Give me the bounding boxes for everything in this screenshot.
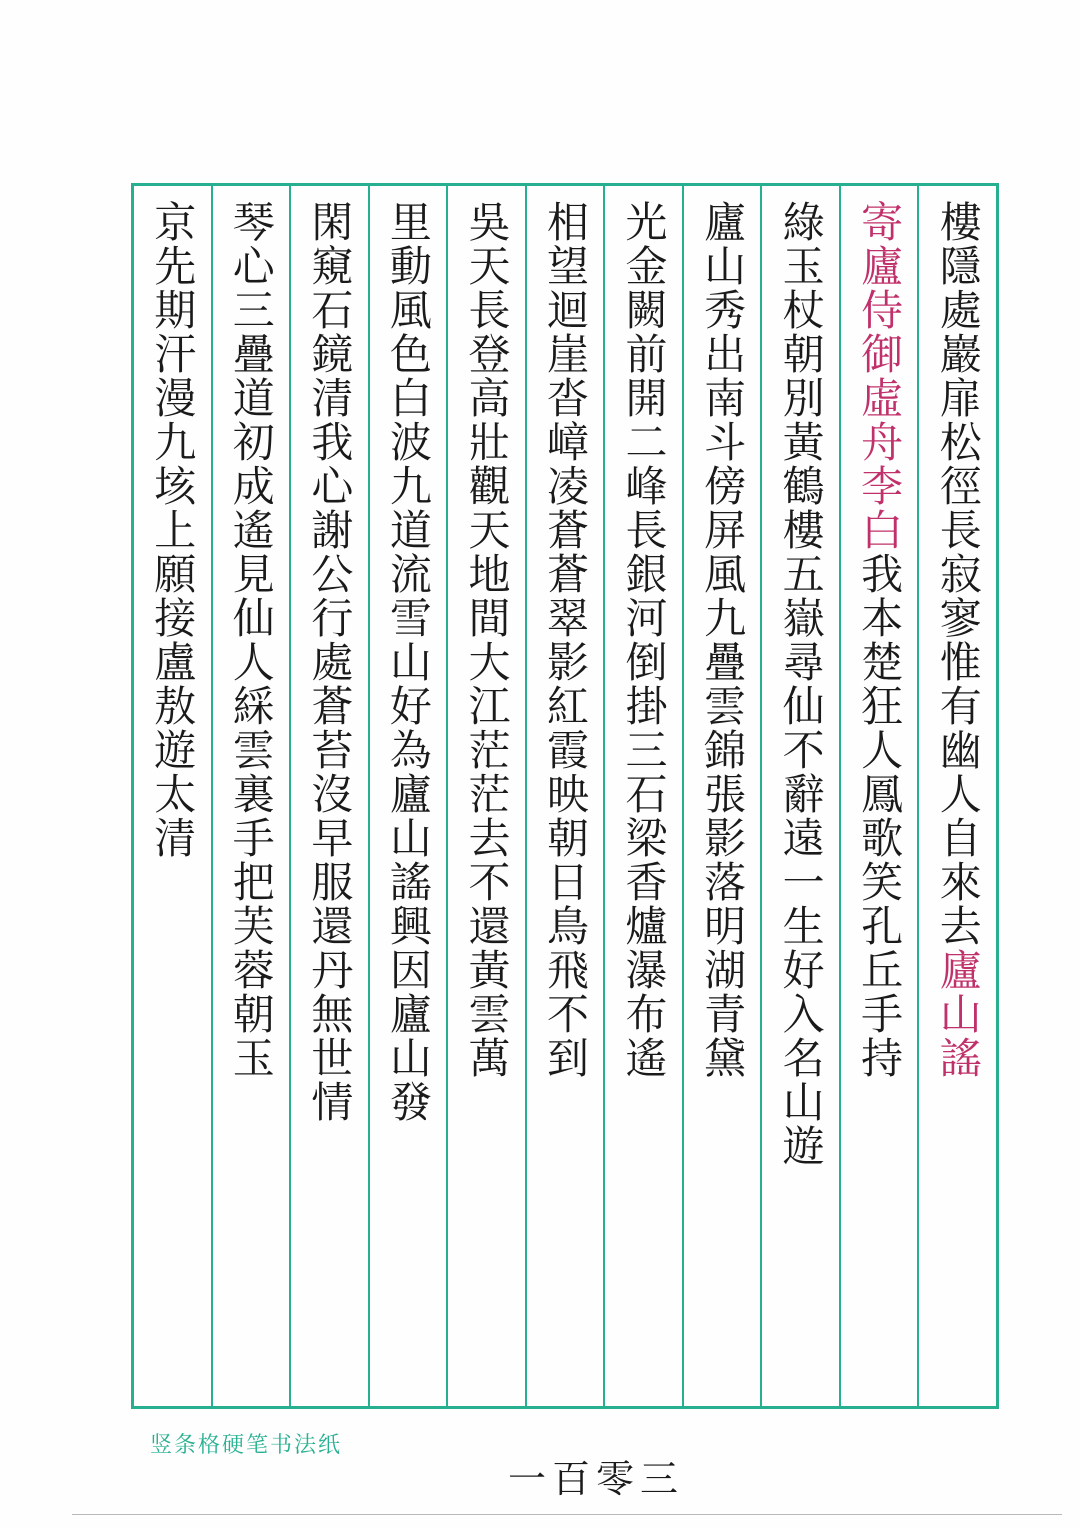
column-6 (525, 186, 604, 1406)
column-6-text: 相望迴崖沓嶂凌蒼蒼翠影紅霞映朝日鳥飛不到 (540, 200, 590, 1080)
column-9 (289, 186, 368, 1406)
column-3-text: 綠玉杖朝別黃鶴樓五嶽尋仙不辭遠一生好入名山遊 (776, 200, 826, 1168)
page-number: 一百零三 (508, 1457, 685, 1501)
column-2 (839, 186, 918, 1406)
column-8-text: 里動風色白波九道流雪山好為廬山謠興因廬山發 (383, 200, 433, 1124)
column-3 (760, 186, 839, 1406)
vertical-grid-paper (131, 183, 999, 1409)
column-5-text: 光金闕前開二峰長銀河倒掛三石梁香爐瀑布遙 (619, 200, 669, 1080)
poem-author: 李白 (855, 464, 905, 552)
column-5 (603, 186, 682, 1406)
paper-type-label: 竖条格硬笔书法纸 (150, 1433, 343, 1458)
column-7 (446, 186, 525, 1406)
column-1-text: 樓隱處巖扉松徑長寂寥惟有幽人自來去 (933, 200, 983, 948)
column-11-text: 京先期汗漫九垓上願接盧敖遊太清 (148, 200, 198, 860)
column-7-text: 吳天長登高壯觀天地間大江茫茫去不還黃雲萬 (462, 200, 512, 1080)
column-8 (368, 186, 447, 1406)
poem-title: 寄廬侍御虛舟 (855, 200, 905, 464)
column-2-text: 我本楚狂人鳳歌笑孔丘手持 (855, 552, 905, 1080)
bottom-rule (72, 1514, 1062, 1515)
column-4 (682, 186, 761, 1406)
column-4-text: 廬山秀出南斗傍屏風九疊雲錦張影落明湖青黛 (698, 200, 748, 1080)
column-10 (211, 186, 290, 1406)
column-10-text: 琴心三疊道初成遙見仙人綵雲裏手把芙蓉朝玉 (226, 200, 276, 1080)
column-11 (134, 186, 211, 1406)
column-1 (917, 186, 996, 1406)
poem-title-tail: 廬山謠 (933, 948, 983, 1080)
column-9-text: 閑窺石鏡清我心謝公行處蒼苔沒早服還丹無世情 (305, 200, 355, 1124)
